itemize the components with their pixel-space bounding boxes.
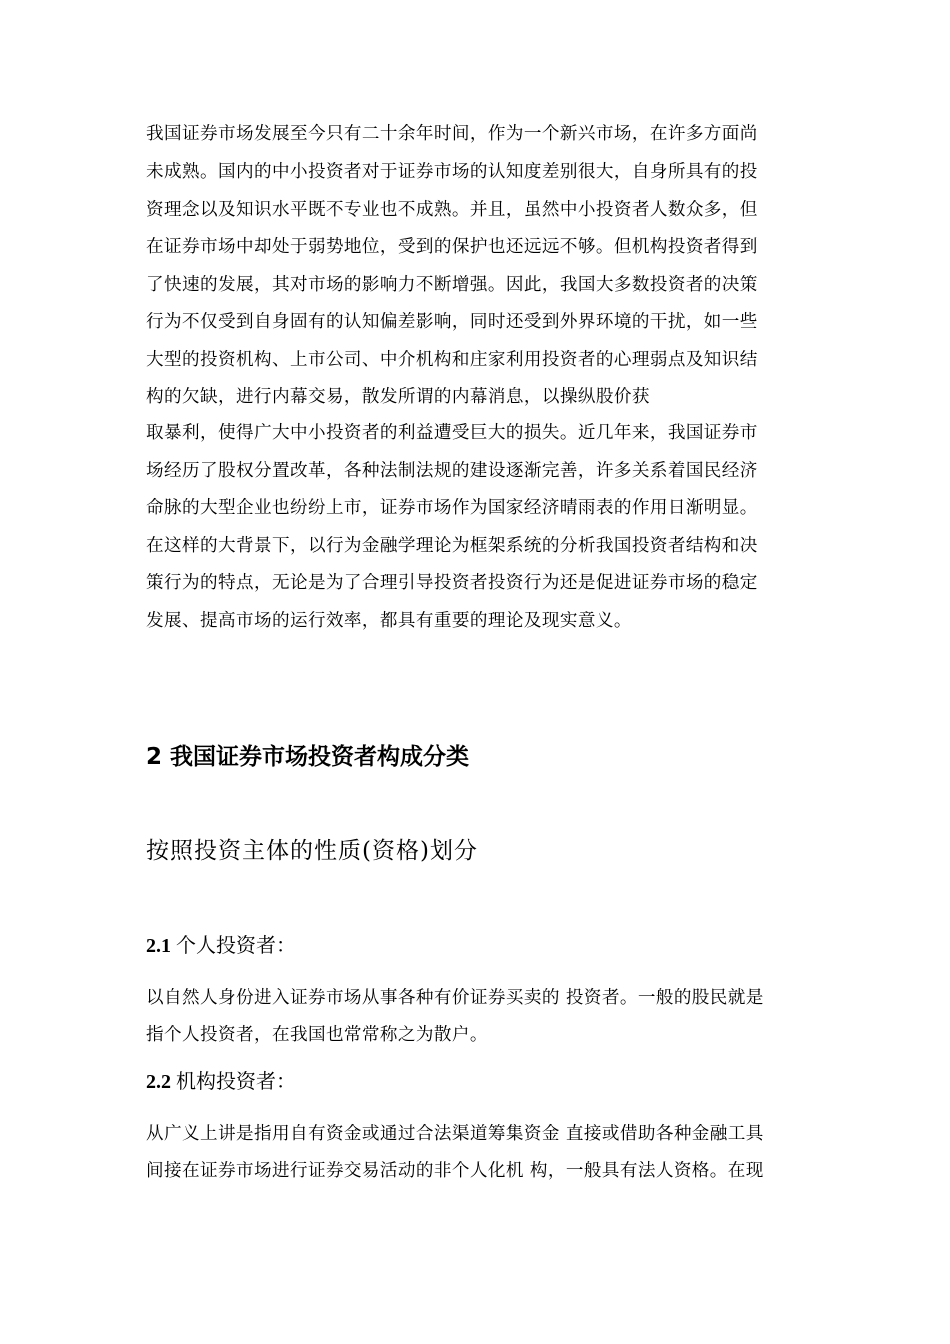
paragraph-line: 取暴利，使得广大中小投资者的利益遭受巨大的损失。近几年来，我国证券市 [146, 423, 758, 443]
paragraph-line: 场经历了股权分置改革，各种法制法规的建设逐渐完善，许多关系着国民经济 [146, 461, 758, 481]
paragraph-line: 在这样的大背景下，以行为金融学理论为框架系统的分析我国投资者结构和决 [146, 536, 758, 556]
paragraph-line: 以自然人身份进入证券市场从事各种有价证券买卖的 投资者。一般的股民就是 [146, 988, 764, 1008]
paragraph-line: 策行为的特点，无论是为了合理引导投资者投资行为还是促进证券市场的稳定 [146, 573, 758, 593]
paragraph-line: 我国证券市场发展至今只有二十余年时间，作为一个新兴市场，在许多方面尚 [146, 124, 758, 144]
paragraph-line: 行为不仅受到自身固有的认知偏差影响，同时还受到外界环境的干扰，如一些 [146, 312, 758, 332]
section-subheading: 按照投资主体的性质(资格)划分 [146, 838, 478, 864]
paragraph-line: 指个人投资者，在我国也常常称之为散户。 [146, 1025, 488, 1045]
paragraph-line: 命脉的大型企业也纷纷上市，证券市场作为国家经济晴雨表的作用日渐明显。 [146, 498, 758, 518]
paragraph-line: 间接在证券市场进行证券交易活动的非个人化机 构，一般具有法人资格。在现 [146, 1161, 764, 1181]
paragraph-line: 了快速的发展，其对市场的影响力不断增强。因此，我国大多数投资者的决策 [146, 275, 758, 295]
subsection-number: 2.1 [146, 935, 171, 957]
paragraph-line: 从广义上讲是指用自有资金或通过合法渠道筹集资金 直接或借助各种金融工具 [146, 1124, 764, 1144]
section-heading: 2 我国证券市场投资者构成分类 [146, 744, 470, 770]
subsection-title: 个人投资者： [176, 935, 296, 957]
subsection-heading-individual [146, 931, 296, 961]
paragraph-line: 发展、提高市场的运行效率，都具有重要的理论及现实意义。 [146, 611, 632, 631]
paragraph-line: 构的欠缺，进行内幕交易，散发所谓的内幕消息，以操纵股价获 [146, 387, 650, 407]
paragraph-line: 资理念以及知识水平既不专业也不成熟。并且，虽然中小投资者人数众多，但 [146, 200, 758, 220]
paragraph-line: 在证券市场中却处于弱势地位，受到的保护也还远远不够。但机构投资者得到 [146, 237, 758, 257]
subsection-title: 机构投资者： [176, 1071, 296, 1093]
paragraph-line: 未成熟。国内的中小投资者对于证券市场的认知度差别很大，自身所具有的投 [146, 162, 758, 182]
paragraph-line: 大型的投资机构、上市公司、中介机构和庄家利用投资者的心理弱点及知识结 [146, 350, 758, 370]
subsection-number: 2.2 [146, 1071, 171, 1093]
subsection-heading-institutional [146, 1067, 296, 1097]
